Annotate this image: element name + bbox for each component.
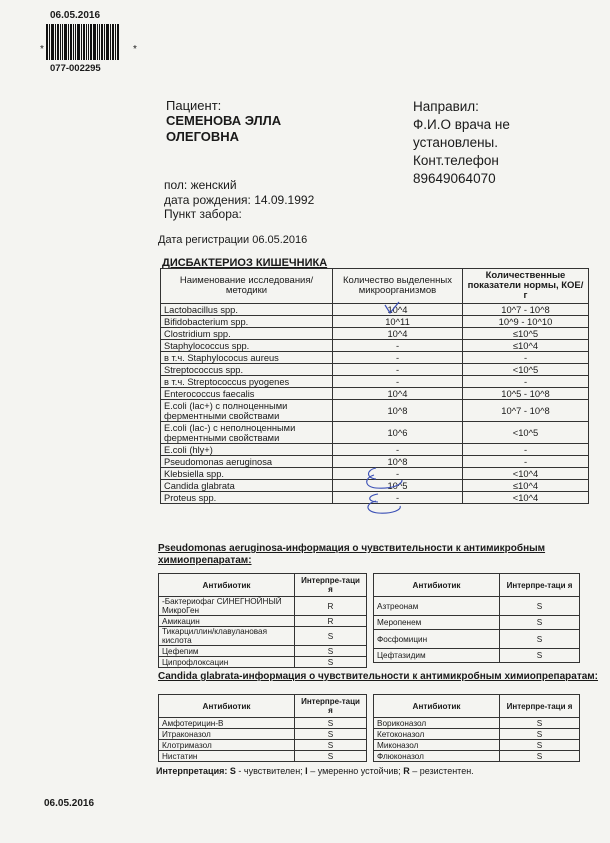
referrer-phone: 89649064070 [413, 171, 496, 186]
row-name: Staphylococcus spp. [161, 340, 333, 352]
pseudomonas-sensitivity-title: Pseudomonas aeruginosa-информация о чувствительности к антимикробным химиопрепаратам: [158, 543, 546, 566]
row-name: E.coli (lac-) с неполноценными ферментными свойствами [161, 422, 333, 444]
header-antibiotic: Антибиотик [159, 574, 295, 597]
table-row [159, 597, 367, 616]
row-name: Enterococcus faecalis [161, 388, 333, 400]
table-row [159, 718, 367, 729]
table-row [161, 328, 589, 340]
table-row [374, 597, 580, 616]
table-row [161, 352, 589, 364]
table-header-row [374, 695, 580, 718]
antibiotic-name: Амикацин [159, 616, 295, 627]
antibiotic-result: R [295, 616, 367, 627]
antibiotic-name: Амфотерицин-В [159, 718, 295, 729]
header-antibiotic: Антибиотик [374, 574, 500, 597]
row-value: 10^4 [333, 388, 463, 400]
table-row [374, 630, 580, 649]
table-row [159, 646, 367, 657]
sample-id: 077-002295 [50, 63, 101, 74]
row-value: - [333, 340, 463, 352]
row-name: E.coli (lac+) с полноценными ферментными свойствами [161, 400, 333, 422]
pen-circles [362, 466, 412, 526]
table-row [161, 376, 589, 388]
patient-birthdate: дата рождения: 14.09.1992 [164, 192, 315, 207]
antibiotic-name: Цефтазидим [374, 649, 500, 663]
table-row [161, 388, 589, 400]
table-row [161, 340, 589, 352]
row-norm: 10^7 - 10^8 [463, 304, 589, 316]
interp-i-text: – умеренно устойчив; [307, 766, 404, 776]
referrer-line: установлены. [413, 135, 499, 150]
table-header-row [159, 695, 367, 718]
table-row [161, 304, 589, 316]
row-name: Clostridium spp. [161, 328, 333, 340]
table-row [161, 400, 589, 422]
antibiotic-result: S [295, 657, 367, 668]
antibiotic-result: S [295, 718, 367, 729]
antibiotic-result: S [500, 649, 580, 663]
row-name: Bifidobacterium spp. [161, 316, 333, 328]
header-interpretation: Интерпре-таци я [295, 695, 367, 718]
table-row [161, 444, 589, 456]
table-row [159, 740, 367, 751]
interp-r: R [403, 766, 410, 776]
row-value: 10^4 [333, 328, 463, 340]
table-row [374, 751, 580, 762]
row-norm: 10^9 - 10^10 [463, 316, 589, 328]
row-value: 10^11 [333, 316, 463, 328]
row-norm: <10^5 [463, 364, 589, 376]
candida-table-right [373, 694, 580, 762]
row-norm: ≤10^5 [463, 328, 589, 340]
header-test-name: Наименование исследования/методики [161, 269, 333, 304]
row-norm: - [463, 456, 589, 468]
barcode-star-right: * [133, 44, 137, 55]
antibiotic-result: S [295, 729, 367, 740]
antibiotic-name: Клотримазол [159, 740, 295, 751]
row-value: - [333, 376, 463, 388]
antibiotic-result: S [295, 751, 367, 762]
table-row [374, 616, 580, 630]
header-antibiotic: Антибиотик [159, 695, 295, 718]
row-name: Streptococcus spp. [161, 364, 333, 376]
patient-name-line2: ОЛЕГОВНА [166, 129, 240, 144]
header-quantity: Количество выделенных микроорганизмов [333, 269, 463, 304]
table-row [161, 316, 589, 328]
row-value: - [333, 444, 463, 456]
antibiotic-result: S [500, 630, 580, 649]
antibiotic-name: Итраконазол [159, 729, 295, 740]
antibiotic-result: S [500, 740, 580, 751]
antibiotic-result: S [295, 646, 367, 657]
antibiotic-result: R [295, 597, 367, 616]
antibiotic-name: Миконазол [374, 740, 500, 751]
referrer-line: Конт.телефон [413, 153, 499, 168]
header-antibiotic: Антибиотик [374, 695, 500, 718]
registration-date: Дата регистрации 06.05.2016 [158, 234, 308, 246]
row-name: Candida glabrata [161, 480, 333, 492]
antibiotic-name: Фосфомицин [374, 630, 500, 649]
referrer-block [413, 98, 603, 188]
header-date: 06.05.2016 [50, 10, 101, 21]
referrer-line: Ф.И.О врача не [413, 117, 510, 132]
patient-label: Пациент: [166, 98, 222, 113]
row-norm: - [463, 376, 589, 388]
referrer-line: Направил: [413, 99, 479, 114]
table-row [161, 364, 589, 376]
antibiotic-name: Цефепим [159, 646, 295, 657]
row-value: - [333, 352, 463, 364]
header-interpretation: Интерпре-таци я [500, 695, 580, 718]
row-norm: - [463, 352, 589, 364]
antibiotic-result: S [500, 751, 580, 762]
antibiotic-result: S [500, 597, 580, 616]
antibiotic-name: Флюконазол [374, 751, 500, 762]
table-row [159, 751, 367, 762]
antibiotic-name: Кетоконазол [374, 729, 500, 740]
patient-name [166, 113, 386, 145]
antibiotic-name: Ципрофлоксацин [159, 657, 295, 668]
antibiotic-name: Тикарциллин/клавулановая кислота [159, 627, 295, 646]
row-value: 10^4 [333, 304, 463, 316]
antibiotic-result: S [500, 718, 580, 729]
table-header-row [374, 574, 580, 597]
header-interpretation: Интерпре-таци я [295, 574, 367, 597]
row-name: Klebsiella spp. [161, 468, 333, 480]
row-name: Pseudomonas aeruginosa [161, 456, 333, 468]
antibiotic-result: S [500, 616, 580, 630]
table-row [159, 616, 367, 627]
barcode [46, 24, 128, 60]
interp-label: Интерпретация: [156, 766, 228, 776]
interp-s: S [229, 766, 236, 776]
row-norm: <10^5 [463, 422, 589, 444]
barcode-star-left: * [40, 44, 44, 55]
section-title: ДИСБАКТЕРИОЗ КИШЕЧНИКА [162, 257, 328, 269]
collection-point: Пункт забора: [164, 207, 242, 221]
interpretation-legend [156, 766, 474, 776]
row-value: 10^5 [333, 480, 463, 492]
row-norm: - [463, 444, 589, 456]
antibiotic-name: -Бактериофаг СИНЕГНОЙНЫЙ МикроГен [159, 597, 295, 616]
footer-date: 06.05.2016 [44, 798, 95, 809]
table-row [374, 729, 580, 740]
candida-table-left [158, 694, 367, 762]
antibiotic-name: Вориконазол [374, 718, 500, 729]
antibiotic-result: S [295, 740, 367, 751]
patient-gender: пол: женский [164, 178, 237, 192]
table-header-row [161, 269, 589, 304]
interp-i: I [305, 766, 308, 776]
table-row [374, 649, 580, 663]
interp-s-text: - чувствителен; [235, 766, 306, 776]
table-row [159, 657, 367, 668]
antibiotic-result: S [500, 729, 580, 740]
table-row [374, 740, 580, 751]
row-value: - [333, 492, 463, 504]
antibiotic-name: Меропенем [374, 616, 500, 630]
row-name: в т.ч. Staphylococus aureus [161, 352, 333, 364]
antibiotic-name: Азтреонам [374, 597, 500, 616]
row-norm: 10^7 - 10^8 [463, 400, 589, 422]
table-header-row [159, 574, 367, 597]
table-row [159, 627, 367, 646]
interp-r-text: – резистентен. [409, 766, 474, 776]
row-norm: ≤10^4 [463, 480, 589, 492]
header-norm: Количественные показатели нормы, КОЕ/г [463, 269, 589, 304]
row-name: Lactobacillus spp. [161, 304, 333, 316]
header-interpretation: Интерпре-таци я [500, 574, 580, 597]
row-value: 10^8 [333, 400, 463, 422]
antibiotic-name: Нистатин [159, 751, 295, 762]
patient-details [164, 178, 314, 222]
pseudomonas-table-left [158, 573, 367, 668]
candida-sensitivity-title: Candida glabrata-информация о чувствительности к антимикробным химиопрепаратам: [158, 671, 599, 682]
row-value: - [333, 364, 463, 376]
row-name: в т.ч. Streptococcus pyogenes [161, 376, 333, 388]
row-norm: <10^4 [463, 468, 589, 480]
pseudomonas-table-right [373, 573, 580, 663]
table-row [161, 422, 589, 444]
row-name: E.coli (hly+) [161, 444, 333, 456]
antibiotic-result: S [295, 627, 367, 646]
row-value: - [333, 468, 463, 480]
row-value: 10^8 [333, 456, 463, 468]
row-value: 10^6 [333, 422, 463, 444]
table-row [374, 718, 580, 729]
row-name: Proteus spp. [161, 492, 333, 504]
row-norm: <10^4 [463, 492, 589, 504]
pen-checkmark [384, 301, 400, 315]
row-norm: ≤10^4 [463, 340, 589, 352]
patient-name-line1: СЕМЕНОВА ЭЛЛА [166, 113, 282, 128]
row-norm: 10^5 - 10^8 [463, 388, 589, 400]
table-row [159, 729, 367, 740]
